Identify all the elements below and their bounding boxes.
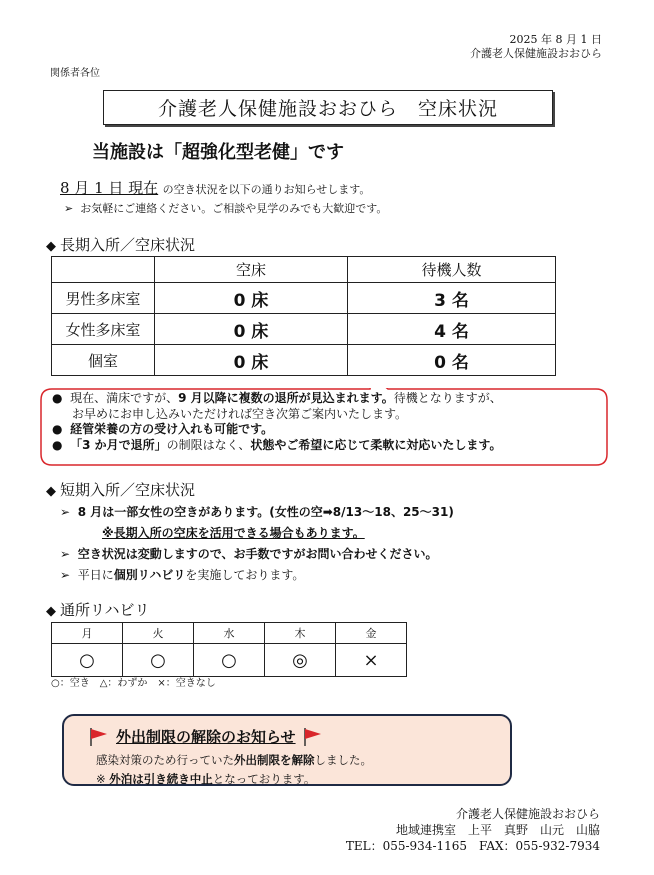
long-term-heading-text: 長期入所／空床状況	[60, 236, 196, 254]
col-waiting-header: 待機人数	[348, 257, 556, 283]
diamond-icon: ◆	[46, 604, 56, 619]
addressee: 関係者各位	[50, 68, 100, 79]
notice-emphasis: 外泊は引き続き中止	[109, 772, 213, 786]
row-label: 個室	[52, 345, 155, 376]
list-item	[60, 565, 454, 586]
vacant-cell: 0 床	[155, 345, 348, 376]
notice-text: 感染対策のため行っていた	[96, 753, 234, 767]
page-title: 介護老人保健施設おおひら 空床状況	[103, 90, 553, 125]
notice-title: 外出制限の解除のお知らせ	[116, 728, 296, 746]
vacant-cell: 0 床	[155, 314, 348, 345]
note-emphasis: 「3 か月で退所」	[70, 437, 167, 452]
status-text: の空き状況を以下の通りお知らせします。	[162, 183, 371, 196]
rehab-legend: ○：空き △：わずか ×：空きなし	[51, 678, 216, 689]
diamond-icon: ◆	[46, 484, 56, 499]
short-term-list	[60, 502, 454, 586]
day-header: 木	[265, 623, 336, 644]
notice-text: ※	[96, 772, 110, 786]
arrow-bullet-icon: ➢	[60, 568, 71, 582]
note-emphasis: 9 月以降に複数の退所が見込まれます。	[178, 391, 394, 405]
short-term-heading	[46, 479, 195, 500]
list-item	[60, 502, 454, 523]
rehab-table	[51, 622, 407, 677]
day-header: 金	[336, 623, 407, 644]
notice-text: となっております。	[212, 772, 316, 786]
arrow-bullet-icon: ➢	[60, 505, 71, 519]
waiting-cell: 3 名	[348, 283, 556, 314]
footer-org: 介護老人保健施設おおひら	[455, 807, 600, 821]
short-term-heading-text: 短期入所／空床状況	[60, 481, 196, 499]
short-term-text: 8 月は一部女性の空きがあります。(女性の空➡8/13～18、25～31)	[77, 505, 454, 519]
issuer-org: 介護老人保健施設おおひら	[470, 47, 602, 60]
short-term-text: を実施しております。	[185, 568, 305, 582]
note-1-cont: お早めにお申し込みいただければ空き次第ご案内いたします。	[72, 406, 408, 421]
day-header: 火	[123, 623, 194, 644]
availability-mark: ○	[123, 644, 194, 677]
vacant-cell: 0 床	[155, 283, 348, 314]
notice-line-2	[96, 771, 315, 787]
list-item	[60, 544, 454, 565]
notice-line-1	[96, 752, 372, 768]
notice-title-row	[88, 726, 324, 747]
rehab-heading-text: 通所リハビリ	[60, 601, 150, 619]
short-term-emphasis: 個別リハビリ	[113, 568, 186, 582]
status-bullet-text: お気軽にご連絡ください。ご相談や見学のみでも大歓迎です。	[80, 202, 388, 215]
note-2	[52, 422, 608, 438]
diamond-icon: ◆	[46, 239, 56, 254]
row-label: 男性多床室	[52, 283, 155, 314]
short-term-note: ※長期入所の空床を活用できる場合もあります。	[102, 526, 365, 540]
table-row	[52, 314, 556, 345]
day-header: 月	[52, 623, 123, 644]
arrow-bullet-icon: ➢	[60, 547, 71, 561]
header-date-block	[470, 33, 602, 61]
subtitle: 当施設は「超強化型老健」です	[92, 142, 344, 163]
arrow-bullet-icon: ➢	[64, 202, 74, 215]
note-emphasis: 状態やご希望に応じて柔軟に対応いたします。	[250, 437, 502, 452]
footer-contact	[346, 806, 600, 854]
note-text: 待機となりますが、	[393, 391, 502, 405]
notice-text: しました。	[314, 753, 372, 767]
notice-emphasis: 外出制限を解除	[234, 753, 315, 767]
table-row	[52, 345, 556, 376]
day-header: 水	[194, 623, 265, 644]
long-term-table	[51, 256, 556, 376]
red-flag-icon	[88, 727, 110, 747]
note-3	[52, 438, 608, 454]
table-row	[52, 283, 556, 314]
short-term-text: 空き状況は変動しますので、お手数ですがお問い合わせください。	[77, 547, 438, 561]
waiting-cell: 4 名	[348, 314, 556, 345]
availability-mark: ◎	[265, 644, 336, 677]
red-flag-icon	[302, 727, 324, 747]
issue-date: 2025 年 8 月 1 日	[509, 33, 602, 46]
availability-mark: ×	[336, 644, 407, 677]
note-emphasis: 経管栄養の方の受け入れも可能です。	[70, 422, 274, 436]
status-intro	[60, 177, 387, 216]
long-term-heading	[46, 234, 195, 255]
availability-mark: ○	[194, 644, 265, 677]
rehab-heading	[46, 599, 150, 620]
note-1	[52, 391, 608, 407]
notice-box	[62, 714, 512, 786]
footer-phone-fax: TEL：055-934-1165 FAX：055-932-7934	[345, 839, 600, 853]
table-corner	[52, 257, 155, 283]
bullet-icon: ●	[52, 391, 63, 405]
row-label: 女性多床室	[52, 314, 155, 345]
note-text: 現在、満床ですが、	[70, 391, 179, 405]
bullet-icon: ●	[52, 437, 63, 452]
long-term-notes	[52, 391, 608, 453]
footer-staff: 地域連携室 上平 真野 山元 山脇	[395, 823, 600, 837]
col-vacant-header: 空床	[155, 257, 348, 283]
note-text: の制限はなく、	[166, 437, 251, 452]
status-date: 8 月 1 日 現在	[60, 179, 159, 197]
availability-mark: ○	[52, 644, 123, 677]
list-item-note	[60, 523, 454, 544]
bullet-icon: ●	[52, 422, 63, 436]
waiting-cell: 0 名	[348, 345, 556, 376]
status-bullet	[64, 200, 387, 216]
short-term-text: 平日に	[77, 568, 114, 582]
